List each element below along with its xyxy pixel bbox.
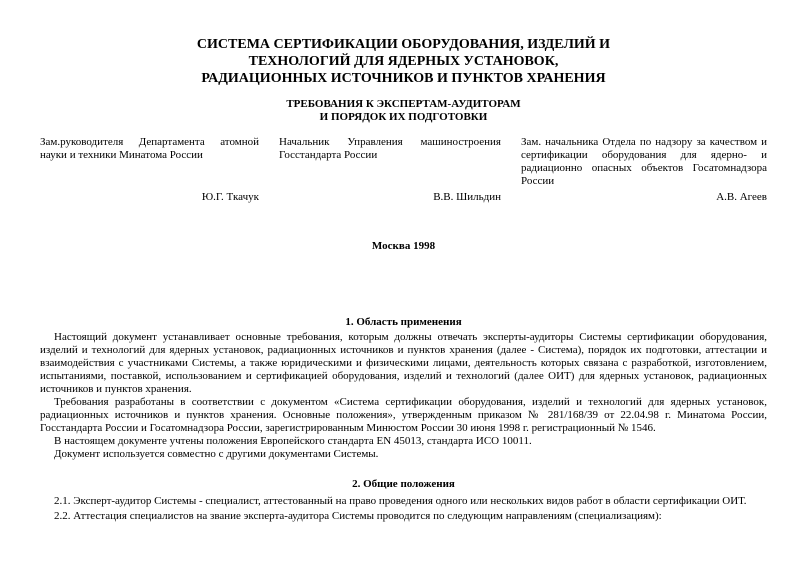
title-line: РАДИАЦИОННЫХ ИСТОЧНИКОВ И ПУНКТОВ ХРАНЕНИЯ	[201, 71, 606, 86]
section-heading: 2. Общие положения	[352, 478, 455, 490]
signatory-name: В.В. Шильдин	[433, 191, 501, 203]
signatory-name: А.В. Агеев	[716, 191, 767, 203]
signatory-position: Зам.руководителя Департамента атомной науки и техники Минатома России	[40, 136, 259, 161]
section-heading: 1. Область применения	[345, 316, 462, 328]
paragraph: Требования разработаны в соответствии с документом «Система сертификации оборудования, изделий и технологий для ядерных установок, радиационных источников и пунктов хранения. Основные положения», утвержденным приказом № 281/168/39 от 22.04.98 г. Минатома России, Госстандарта России и Госатомнадзора России, зарегистрированным Минюстом России 30 июня 1998 г. регистрационный № 1546.	[40, 396, 767, 434]
paragraph: 2.2. Аттестация специалистов на звание эксперта-аудитора Системы проводится по следующим направлениям (специализациям):	[54, 510, 662, 522]
section-body	[40, 495, 767, 525]
paragraph: 2.1. Эксперт-аудитор Системы - специалист, аттестованный на право проведения одного или нескольких видов работ в области сертификации ОИТ.	[54, 495, 747, 507]
signatory-name: Ю.Г. Ткачук	[201, 191, 259, 203]
signatory-3	[521, 136, 767, 188]
signatory-position: Начальник Управления машиностроения Госстандарта России	[279, 136, 501, 161]
paragraph: Документ используется совместно с другими документами Системы.	[54, 448, 379, 460]
subtitle-line: И ПОРЯДОК ИХ ПОДГОТОВКИ	[319, 111, 488, 123]
paragraph: Настоящий документ устанавливает основные требования, которым должны отвечать эксперты-аудиторы Системы сертификации оборудования, изделий и технологий для ядерных установок, радиационных источников и пунктов хранения (далее - Система), порядок их подготовки, аттестации и взаимодействия с участниками Системы, а также юридическими и физическими лицами, деятельность которых связана с разработкой, изготовлением, испытаниями, поставкой, использованием и сертификацией оборудования, изделий и технологий (далее ОИТ) для ядерных установок, радиационных источников и пунктов хранения.	[40, 331, 767, 395]
signatory-position: Зам. начальника Отдела по надзору за качеством и сертификации оборудования для ядерно- и радиационно опасных объектов Госатомнадзора России	[521, 136, 767, 187]
title-line: ТЕХНОЛОГИЙ ДЛЯ ЯДЕРНЫХ УСТАНОВОК,	[248, 54, 559, 69]
signatory-2	[279, 136, 501, 162]
paragraph: В настоящем документе учтены положения Европейского стандарта EN 45013, стандарта ИСО 10011.	[54, 435, 532, 447]
title-line: СИСТЕМА СЕРТИФИКАЦИИ ОБОРУДОВАНИЯ, ИЗДЕЛИЙ И	[196, 37, 611, 52]
section-body	[40, 331, 767, 461]
signatory-1	[40, 136, 259, 162]
document-subtitle	[0, 98, 807, 124]
subtitle-line: ТРЕБОВАНИЯ К ЭКСПЕРТАМ-АУДИТОРАМ	[286, 98, 521, 110]
city-year: Москва 1998	[371, 240, 436, 252]
document-title	[0, 36, 807, 87]
